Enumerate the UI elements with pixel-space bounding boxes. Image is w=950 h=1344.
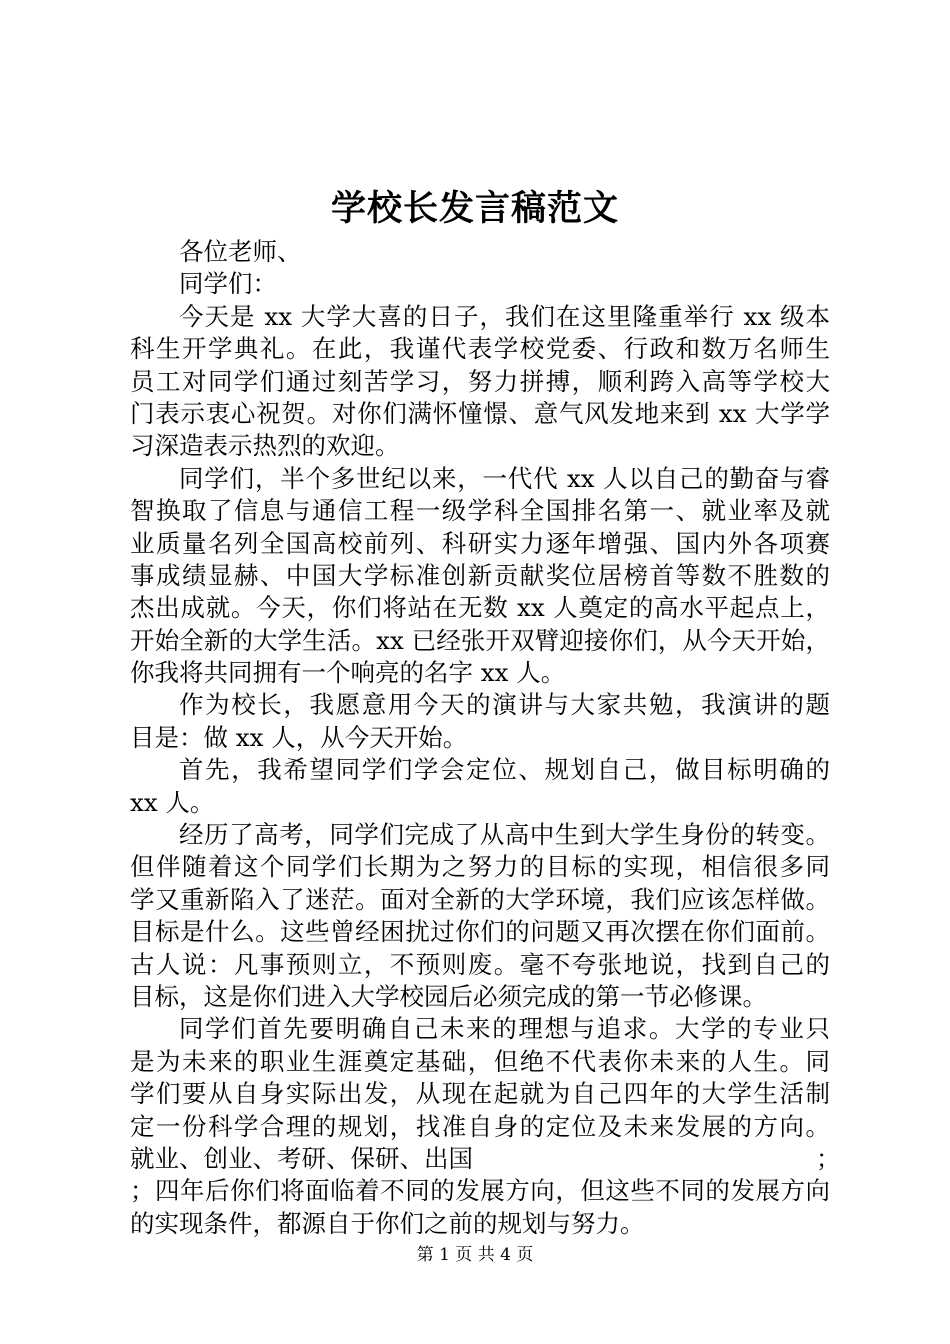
- text-line: 杰出成就。今天，你们将站在无数 xx 人奠定的高水平起点上，: [130, 593, 830, 623]
- text-line: 首先，我希望同学们学会定位、规划自己，做目标明确的: [179, 755, 830, 785]
- text-line: 今天是 xx 大学大喜的日子，我们在这里隆重举行 xx 级本: [179, 301, 830, 331]
- text-line: ；四年后你们将面临着不同的发展方向，但这些不同的发展方向: [130, 1176, 830, 1206]
- page-footer: 第 1 页 共 4 页: [416, 1245, 534, 1265]
- text-line: 是为未来的职业生涯奠定基础，但绝不代表你未来的人生。同: [130, 1046, 830, 1076]
- document-body: [130, 236, 841, 1240]
- text-line: 学又重新陷入了迷茫。面对全新的大学环境，我们应该怎样做。: [130, 884, 830, 914]
- text-line: 业质量名列全国高校前列、科研实力逐年增强、国内外各项赛: [130, 528, 830, 558]
- text-line: 智换取了信息与通信工程一级学科全国排名第一、就业率及就: [130, 496, 830, 526]
- text-line: 事成绩显赫、中国大学标准创新贡献奖位居榜首等数不胜数的: [130, 560, 830, 590]
- document-title: 学校长发言稿范文: [330, 188, 619, 229]
- text-line: xx 人。: [130, 787, 215, 817]
- text-line: 目标是什么。这些曾经困扰过你们的问题又再次摆在你们面前。: [130, 917, 830, 947]
- text-line: 古人说：凡事预则立，不预则废。毫不夸张地说，找到自己的: [130, 949, 830, 979]
- text-line: 科生开学典礼。在此，我谨代表学校党委、行政和数万名师生: [130, 334, 830, 364]
- text-line: 目是：做 xx 人，从今天开始。: [130, 722, 468, 752]
- text-line: 习深造表示热烈的欢迎。: [130, 431, 400, 461]
- text-line: 同学们首先要明确自己未来的理想与追求。大学的专业只: [179, 1014, 830, 1044]
- text-line: 同学们，半个多世纪以来，一代代 xx 人以自己的勤奋与睿: [179, 463, 830, 493]
- text-line: 的实现条件，都源自于你们之前的规划与努力。: [130, 1208, 645, 1238]
- text-line: 定一份科学合理的规划，找准自身的定位及未来发展的方向。: [130, 1111, 830, 1141]
- text-line: 开始全新的大学生活。xx 已经张开双臂迎接你们，从今天开始，: [130, 625, 830, 655]
- text-line: 学们要从自身实际出发，从现在起就为自己四年的大学生活制: [130, 1079, 830, 1109]
- text-line: 但伴随着这个同学们长期为之努力的目标的实现，相信很多同: [130, 852, 830, 882]
- text-line: 门表示衷心祝贺。对你们满怀憧憬、意气风发地来到 xx 大学学: [130, 398, 830, 428]
- text-line: 目标，这是你们进入大学校园后必须完成的第一节必修课。: [130, 981, 767, 1011]
- text-line: 员工对同学们通过刻苦学习，努力拼搏，顺利跨入高等学校大: [130, 366, 830, 396]
- text-line: 作为校长，我愿意用今天的演讲与大家共勉，我演讲的题: [179, 690, 830, 720]
- text-line: 你我将共同拥有一个响亮的名字 xx 人。: [130, 658, 566, 688]
- text-line: 经历了高考，同学们完成了从高中生到大学生身份的转变。: [179, 820, 830, 850]
- text-line: 同学们：: [179, 269, 277, 299]
- text-line: 就业、创业、考研、保研、出国 ；: [130, 1143, 841, 1173]
- text-line: 各位老师、: [179, 237, 302, 266]
